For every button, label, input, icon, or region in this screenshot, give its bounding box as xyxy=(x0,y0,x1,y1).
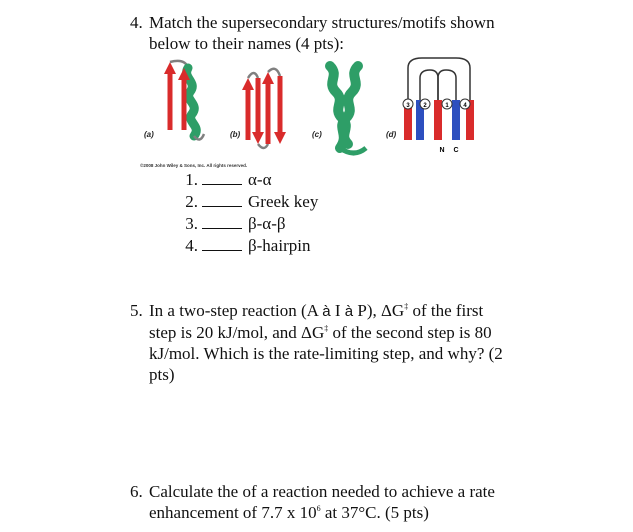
matching-list xyxy=(180,169,318,257)
answer-blank xyxy=(202,235,242,251)
motif-c-alpha-alpha xyxy=(330,66,366,153)
figure-copyright: ©2008 John Wiley & Sons, Inc. All rights reserved. xyxy=(140,163,248,168)
panel-label-d: (d) xyxy=(386,130,397,139)
question-5-line-2: step is 20 kJ/mol, and ΔG‡ of the second step is 80 xyxy=(149,323,492,342)
question-5-line-1: In a two-step reaction (A à I à P), ΔG‡ of the first xyxy=(149,301,484,320)
item-number: 4. xyxy=(185,236,198,255)
question-5-line-4: pts) xyxy=(149,365,175,384)
motif-name: β-α-β xyxy=(248,214,286,233)
question-4-line-2: below to their names (4 pts): xyxy=(149,34,344,53)
list-item xyxy=(180,169,318,191)
panel-label-a: (a) xyxy=(144,130,154,139)
strand-number-1: 1 xyxy=(445,103,449,109)
question-4-line-1: Match the supersecondary structures/motifs shown xyxy=(149,13,495,32)
question-number: 5. xyxy=(130,301,143,320)
panel-label-b: (b) xyxy=(230,130,241,139)
list-item xyxy=(180,235,318,257)
answer-blank xyxy=(202,169,242,185)
panel-label-c: (c) xyxy=(312,130,322,139)
item-number: 1. xyxy=(185,170,198,189)
strand-number-2: 2 xyxy=(423,103,427,109)
question-6-line-2: enhancement of 7.7 x $10^6$ at 37°C. (5 pts) xyxy=(149,503,429,522)
item-number: 2. xyxy=(185,192,198,211)
motif-name: α-α xyxy=(248,170,272,189)
motif-a-beta-alpha-beta xyxy=(164,61,204,140)
strand-number-3: 3 xyxy=(406,103,410,109)
motif-name: Greek key xyxy=(248,192,319,211)
list-item xyxy=(180,191,318,213)
answer-blank xyxy=(202,213,242,229)
c-terminus-label: C xyxy=(453,147,459,154)
question-6 xyxy=(130,481,570,523)
motif-name: β-hairpin xyxy=(248,236,311,255)
motif-illustrations xyxy=(140,48,500,178)
strand-number-4: 4 xyxy=(463,103,467,109)
question-5-line-3: kJ/mol. Which is the rate-limiting step, and why? (2 xyxy=(149,344,503,363)
answer-blank xyxy=(202,191,242,207)
motif-d-greek-key xyxy=(403,58,474,154)
question-6-line-1: Calculate the of a reaction needed to achieve a rate xyxy=(149,482,495,501)
motif-b-beta-hairpin xyxy=(242,69,286,148)
question-number: 4. xyxy=(130,13,143,32)
motif-figure xyxy=(140,48,500,178)
list-item xyxy=(180,213,318,235)
n-terminus-label: N xyxy=(439,147,445,154)
question-number: 6. xyxy=(130,482,143,501)
item-number: 3. xyxy=(185,214,198,233)
question-5 xyxy=(130,300,570,385)
